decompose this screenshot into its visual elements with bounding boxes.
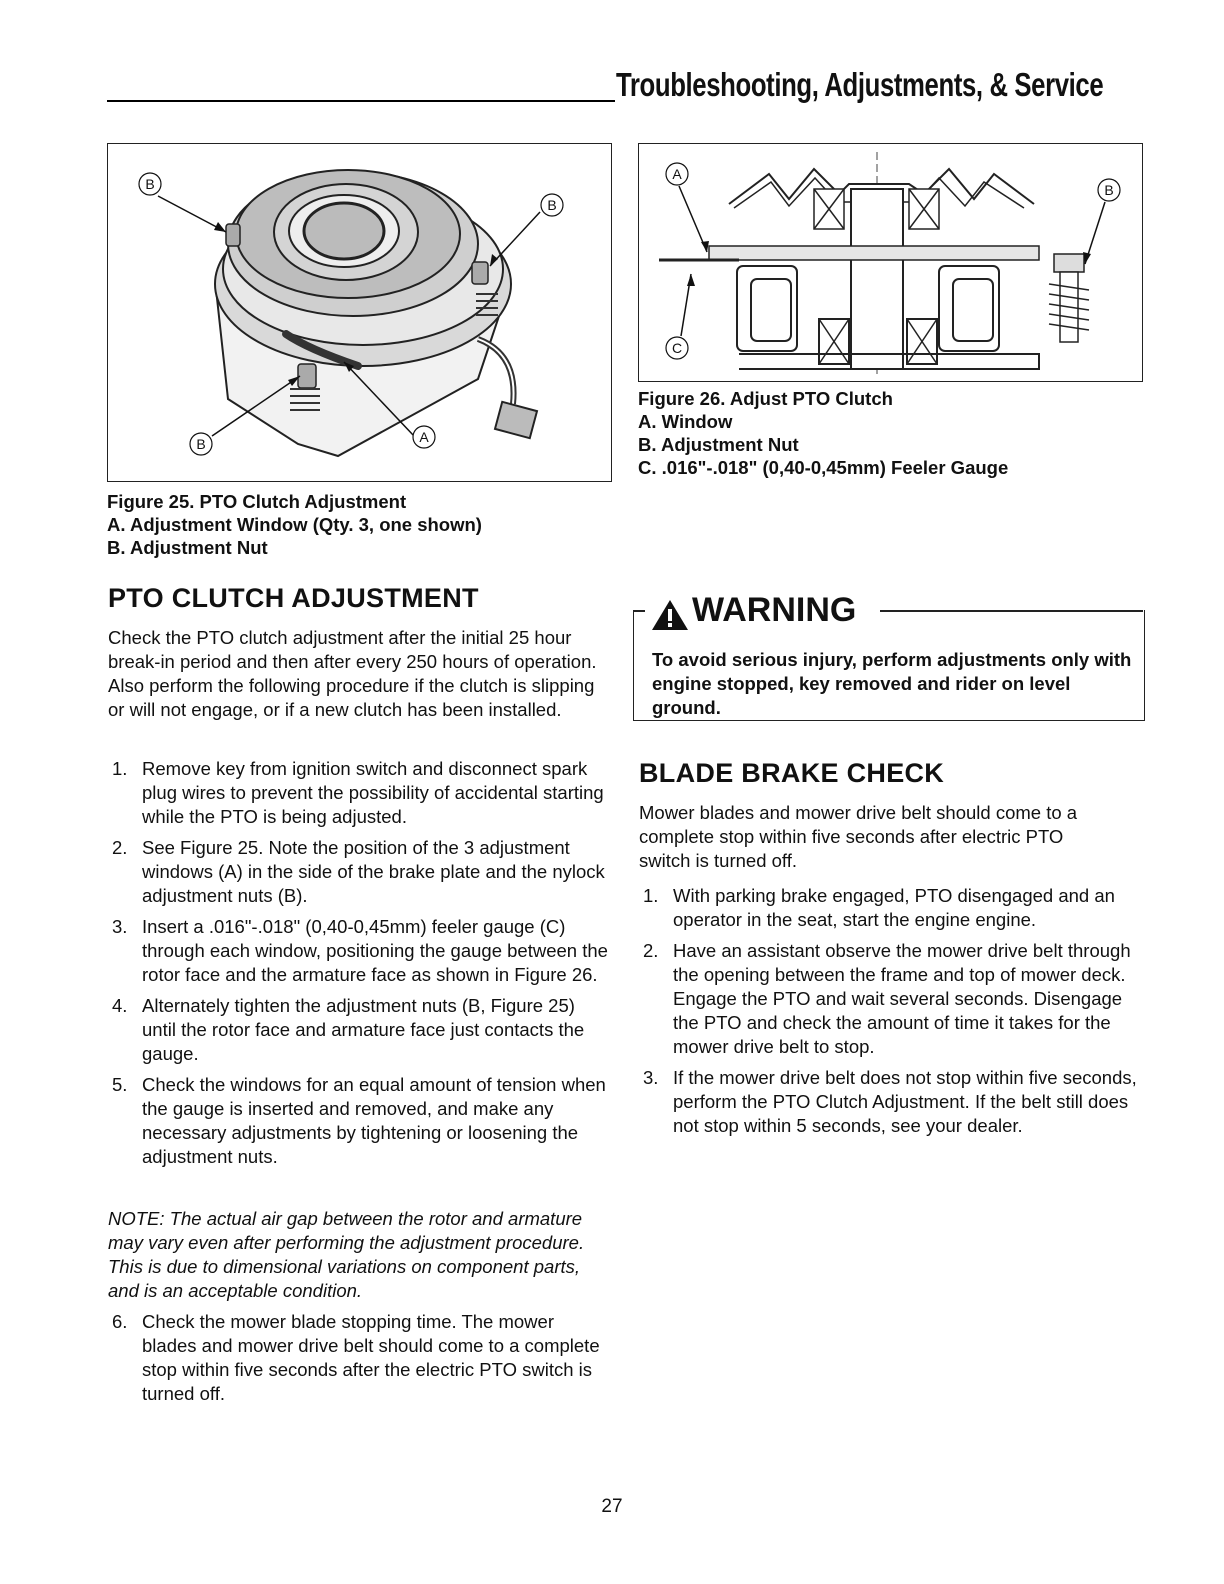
warning-top-rule-left	[633, 610, 645, 612]
fig26-callout-a: A	[672, 166, 682, 182]
warning-top-rule-right	[880, 610, 1143, 612]
list-item: 5. Check the windows for an equal amount of tension when the gauge is inserted and removed, and make any necessary adjustments by tightening or loosening the adjustment nuts.	[112, 1074, 606, 1167]
figure-26-caption-title: Figure 26. Adjust PTO Clutch	[638, 388, 893, 409]
brake-steps-list	[639, 884, 1139, 1145]
figure-26-caption	[638, 387, 1008, 479]
figure-26-caption-item-a: A. Window	[638, 411, 733, 432]
list-item: 4. Alternately tighten the adjustment nuts (B, Figure 25) until the rotor face and armature face just contacts the gauge.	[112, 995, 585, 1064]
pto-clutch-illustration	[108, 144, 611, 481]
list-item: 3. Insert a .016"-.018" (0,40-0,45mm) feeler gauge (C) through each window, positioning the gauge between the rotor face and the armature face as shown in Figure 26.	[112, 916, 608, 985]
fig26-callout-b: B	[1104, 182, 1114, 198]
fig26-callout-c: C	[671, 340, 683, 356]
pto-step-6	[108, 1310, 608, 1413]
page-header-title: Troubleshooting, Adjustments, & Service	[616, 66, 1104, 103]
pto-cross-section-illustration	[639, 144, 1142, 381]
list-item: 6. Check the mower blade stopping time. The mower blades and mower drive belt should come to a complete stop within five seconds after the electric PTO switch is turned off.	[112, 1311, 600, 1404]
page-number: 27	[601, 1496, 623, 1517]
fig25-callout-a: A	[419, 429, 429, 445]
pto-steps-list	[108, 757, 608, 1176]
figure-26-pto-cross-section	[638, 143, 1143, 382]
header-rule	[107, 100, 615, 102]
pto-section-heading: PTO CLUTCH ADJUSTMENT	[108, 583, 479, 613]
pto-intro-paragraph: Check the PTO clutch adjustment after the initial 25 hour break-in period and then after every 250 hours of operation. Also perform the following procedure if the clutch is slipping or will not engage, or if a new clutch has been installed.	[108, 627, 597, 720]
figure-25-caption-item-a: A. Adjustment Window (Qty. 3, one shown)	[107, 514, 482, 535]
list-item: 2. See Figure 25. Note the position of the 3 adjustment windows (A) in the side of the brake plate and the nylock adjustment nuts (B).	[112, 837, 605, 906]
brake-intro-paragraph: Mower blades and mower drive belt should come to a complete stop within five seconds after electric PTO switch is turned off.	[639, 802, 1078, 871]
pto-note: NOTE: The actual air gap between the rotor and armature may vary even after performing the adjustment procedure. This is due to dimensional variations on component parts, and is an acceptable condition.	[108, 1208, 585, 1301]
figure-25-caption-item-b: B. Adjustment Nut	[107, 537, 268, 558]
warning-text: To avoid serious injury, perform adjustments only with engine stopped, key removed and rider on level ground.	[652, 649, 1132, 718]
warning-triangle-icon	[650, 598, 690, 632]
figure-25-caption-title: Figure 25. PTO Clutch Adjustment	[107, 491, 407, 512]
list-item: 3. If the mower drive belt does not stop within five seconds, perform the PTO Clutch Adjustment. If the belt still does not stop within 5 seconds, see your dealer.	[643, 1067, 1137, 1136]
brake-section-heading: BLADE BRAKE CHECK	[639, 758, 945, 788]
figure-25-pto-clutch	[107, 143, 612, 482]
figure-26-caption-item-c: C. .016"-.018" (0,40-0,45mm) Feeler Gauge	[638, 457, 1009, 478]
fig25-callout-b1: B	[145, 176, 155, 192]
list-item: 2. Have an assistant observe the mower drive belt through the opening between the frame and top of mower deck. Engage the PTO and wait several seconds. Disengage the PTO and check the amount of time it takes for the mower drive belt to stop.	[643, 940, 1131, 1057]
figure-26-caption-item-b: B. Adjustment Nut	[638, 434, 799, 455]
list-item: 1. Remove key from ignition switch and disconnect spark plug wires to prevent the possibility of accidental starting while the PTO is being adjusted.	[112, 758, 604, 827]
fig25-callout-b2: B	[547, 197, 557, 213]
fig25-callout-b3: B	[196, 436, 206, 452]
warning-title: WARNING	[692, 591, 857, 629]
list-item: 1. With parking brake engaged, PTO disengaged and an operator in the seat, start the engine engine.	[643, 885, 1115, 930]
figure-25-caption	[107, 490, 482, 559]
